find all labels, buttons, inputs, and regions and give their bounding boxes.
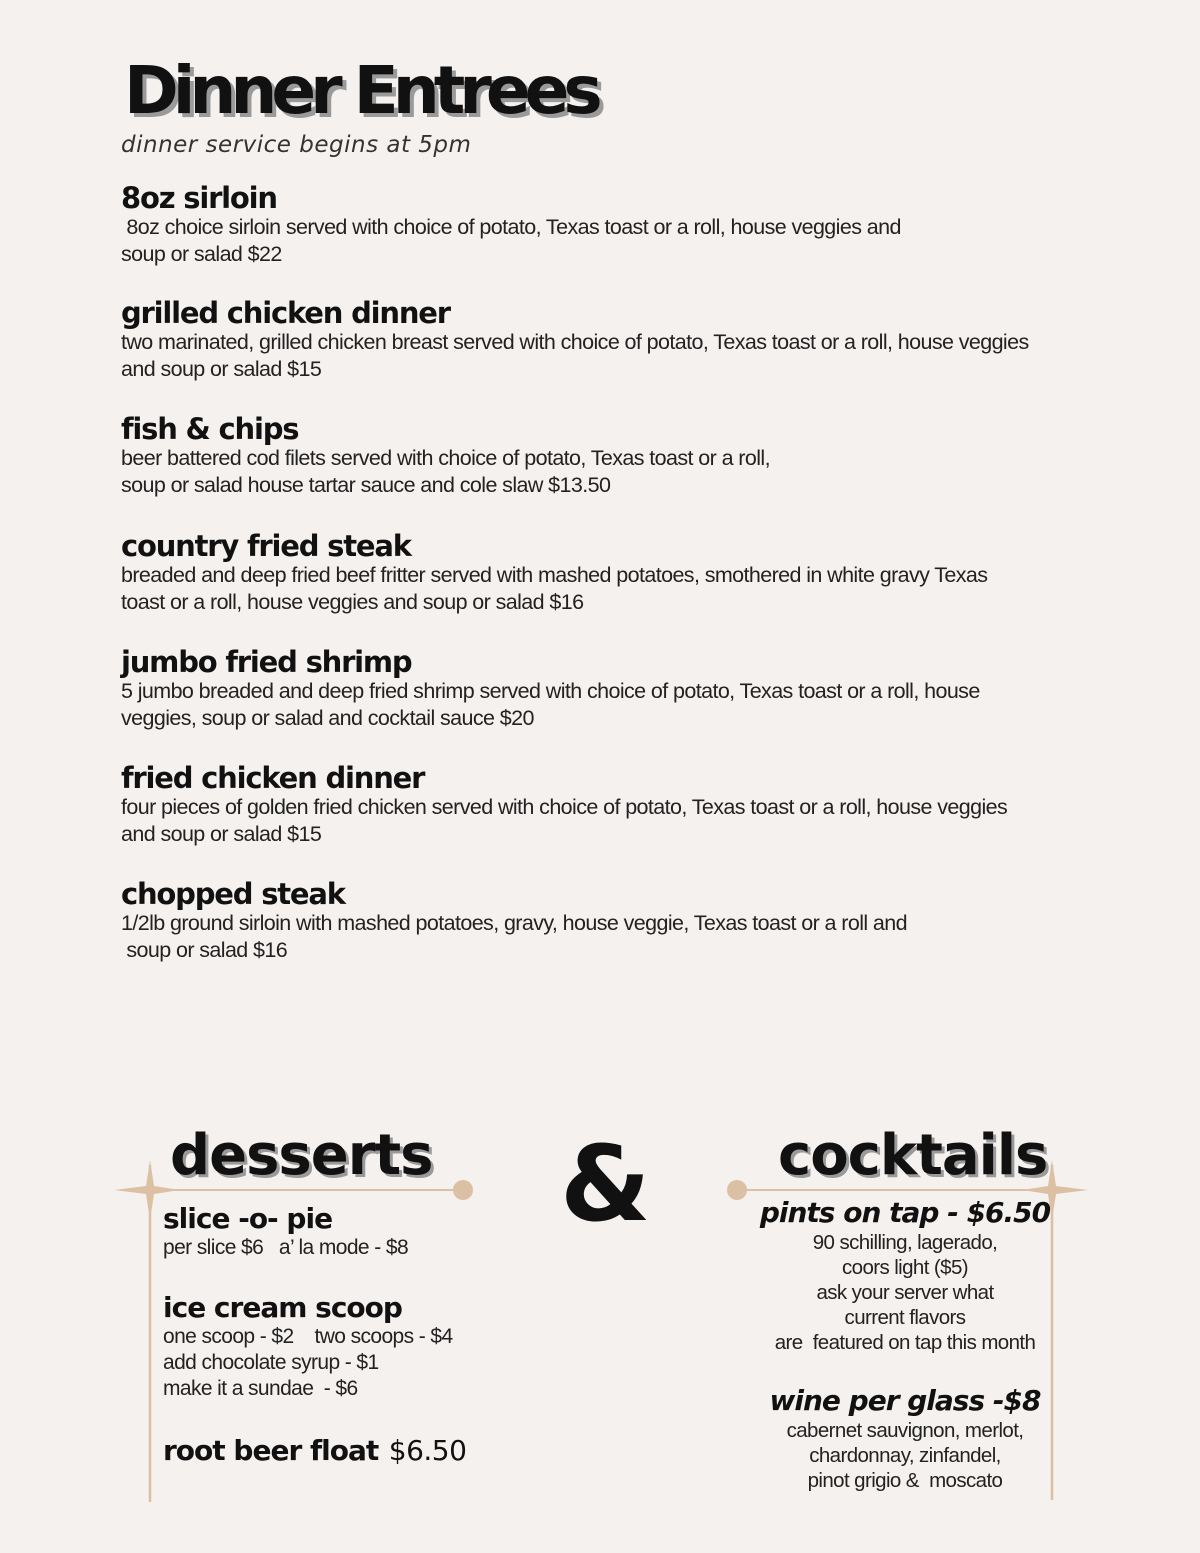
dessert-item bbox=[163, 1203, 408, 1261]
dot-icon bbox=[453, 1180, 473, 1200]
dessert-price-line: one scoop - $2 two scoops - $4 bbox=[163, 1325, 453, 1348]
pints-line: coors light ($5) bbox=[842, 1256, 968, 1279]
ampersand-glyph: & bbox=[560, 1123, 651, 1245]
entree-description-line: 1/2lb ground sirloin with mashed potatoes, gravy, house veggie, Texas toast or a roll and bbox=[121, 911, 907, 935]
pints-line: current flavors bbox=[844, 1306, 966, 1329]
entree-description-line: four pieces of golden fried chicken served with choice of potato, Texas toast or a roll, house veggies bbox=[121, 795, 1008, 819]
entree-description-line: veggies, soup or salad and cocktail sauce $20 bbox=[121, 705, 534, 730]
entree-name: 8oz sirloin bbox=[121, 181, 277, 215]
desserts-title: desserts bbox=[170, 1123, 433, 1188]
dessert-price: $6.50 bbox=[388, 1434, 467, 1467]
entree-name: country fried steak bbox=[121, 529, 411, 563]
pints-line: are featured on tap this month bbox=[774, 1331, 1036, 1354]
entree-name: fried chicken dinner bbox=[121, 761, 425, 795]
entree-description-line: two marinated, grilled chicken breast served with choice of potato, Texas toast or a roll, house veggies bbox=[121, 330, 1029, 354]
entree-description-line: soup or salad house tartar sauce and cole slaw $13.50 bbox=[121, 472, 611, 497]
dessert-name: root beer float bbox=[163, 1434, 379, 1467]
entree-description-line: toast or a roll, house veggies and soup or salad $16 bbox=[121, 589, 584, 614]
dessert-price-line: make it a sundae - $6 bbox=[163, 1377, 358, 1400]
pints-line: 90 schilling, lagerado, bbox=[812, 1231, 998, 1254]
entree-description-line: beer battered cod filets served with choice of potato, Texas toast or a roll, bbox=[121, 446, 770, 470]
dessert-item bbox=[163, 1434, 466, 1467]
entree-description-line: 8oz choice sirloin served with choice of potato, Texas toast or a roll, house veggies and bbox=[121, 215, 901, 239]
dessert-name: ice cream scoop bbox=[163, 1291, 402, 1324]
wine-line: chardonnay, zinfandel, bbox=[809, 1444, 1001, 1467]
entree-description-line: and soup or salad $15 bbox=[121, 356, 322, 381]
dessert-item bbox=[163, 1292, 453, 1402]
entree-name: fish & chips bbox=[121, 412, 299, 446]
pints-line: ask your server what bbox=[816, 1281, 994, 1304]
entree-name: chopped steak bbox=[121, 877, 345, 911]
entree-description-line: soup or salad $16 bbox=[121, 937, 288, 962]
wine-line: pinot grigio & moscato bbox=[807, 1469, 1003, 1492]
pints-heading: pints on tap - $6.50 bbox=[759, 1196, 1051, 1229]
page-subtitle: dinner service begins at 5pm bbox=[121, 132, 472, 158]
entree-description-line: and soup or salad $15 bbox=[121, 821, 322, 846]
cocktails-title: cocktails bbox=[778, 1123, 1048, 1188]
entree-description-line: soup or salad $22 bbox=[121, 241, 282, 266]
pints-section bbox=[735, 1196, 1075, 1355]
dessert-price-line: add chocolate syrup - $1 bbox=[163, 1351, 379, 1374]
dessert-name: slice -o- pie bbox=[163, 1202, 333, 1235]
wine-section bbox=[735, 1384, 1075, 1493]
entree-name: grilled chicken dinner bbox=[121, 296, 450, 330]
dessert-price-line: per slice $6 a’ la mode - $8 bbox=[163, 1236, 409, 1259]
entree-description-line: 5 jumbo breaded and deep fried shrimp served with choice of potato, Texas toast or a roll, house bbox=[121, 679, 980, 703]
page-title: Dinner Entrees bbox=[124, 52, 597, 129]
wine-heading: wine per glass -$8 bbox=[769, 1384, 1041, 1417]
entree-name: jumbo fried shrimp bbox=[121, 645, 412, 679]
entree-description-line: breaded and deep fried beef fritter served with mashed potatoes, smothered in white gravy Texas bbox=[121, 563, 988, 587]
wine-line: cabernet sauvignon, merlot, bbox=[786, 1419, 1024, 1442]
